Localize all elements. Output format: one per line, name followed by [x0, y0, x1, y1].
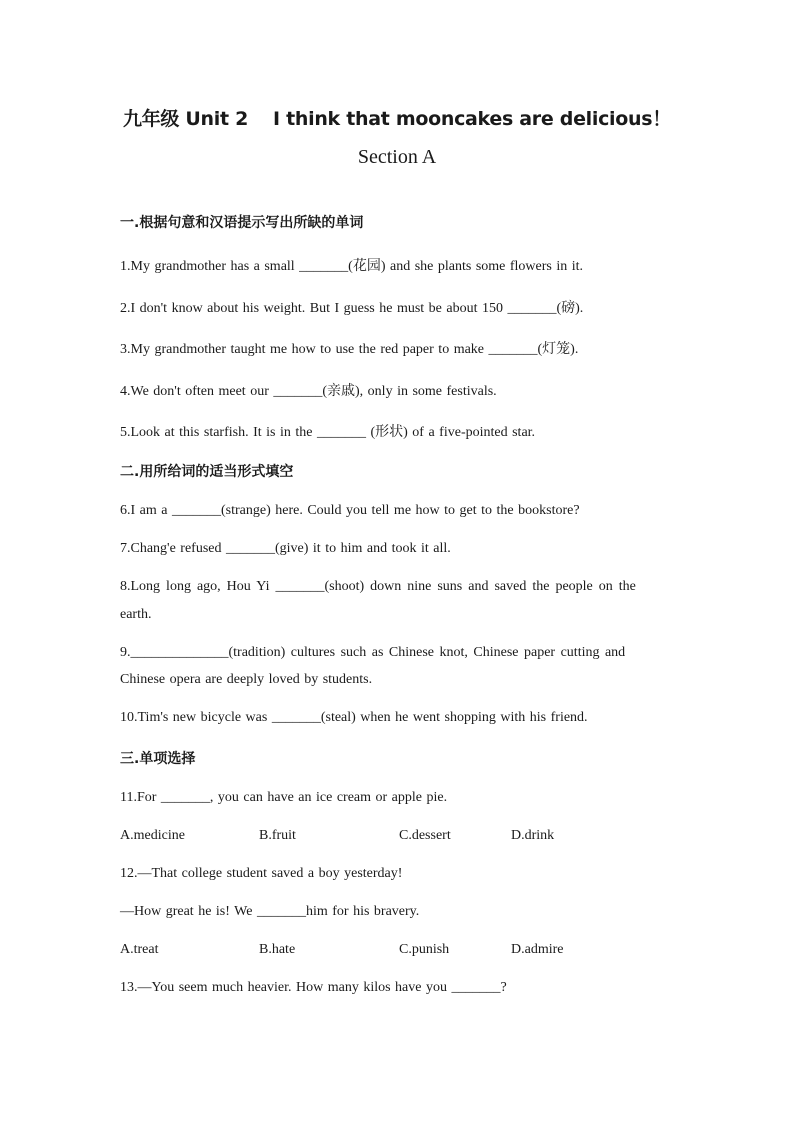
question-12-line-1: 12.—That college student saved a boy yesterday!: [120, 866, 403, 881]
section-3-heading: 三.单项选择: [120, 751, 196, 767]
question-3: 3.My grandmother taught me how to use the red paper to make _______(灯笼).: [120, 342, 579, 357]
section-subtitle: Section A: [357, 146, 437, 168]
section-1-heading: 一.根据句意和汉语提示写出所缺的单词: [120, 215, 364, 231]
q12-option-a: A.treat: [120, 942, 159, 957]
q11-option-b: B.fruit: [259, 828, 296, 843]
question-4: 4.We don't often meet our _______(亲戚), only in some festivals.: [120, 384, 497, 399]
question-13: 13.—You seem much heavier. How many kilos have you _______?: [120, 980, 507, 995]
q12-option-d: D.admire: [511, 942, 564, 957]
document-title: 九年级 Unit 2 I think that mooncakes are delicious！: [123, 108, 671, 130]
question-1: 1.My grandmother has a small _______(花园) and she plants some flowers in it.: [120, 259, 584, 274]
question-9-line-1: 9.______________(tradition) cultures such as Chinese knot, Chinese paper cutting and: [120, 645, 626, 660]
q11-option-a: A.medicine: [120, 828, 185, 843]
question-10: 10.Tim's new bicycle was _______(steal) when he went shopping with his friend.: [120, 710, 588, 725]
question-9-line-2: Chinese opera are deeply loved by students.: [120, 672, 373, 687]
q11-option-d: D.drink: [511, 828, 555, 843]
question-6: 6.I am a _______(strange) here. Could you tell me how to get to the bookstore?: [120, 503, 580, 518]
section-2-heading: 二.用所给词的适当形式填空: [120, 464, 294, 480]
q11-option-c: C.dessert: [399, 828, 451, 843]
question-5: 5.Look at this starfish. It is in the _______ (形状) of a five-pointed star.: [120, 425, 536, 440]
question-11: 11.For _______, you can have an ice cream or apple pie.: [120, 790, 448, 805]
q12-option-b: B.hate: [259, 942, 296, 957]
question-12-line-2: —How great he is! We _______him for his bravery.: [120, 904, 420, 919]
question-8-line-2: earth.: [120, 607, 152, 622]
question-7: 7.Chang'e refused _______(give) it to him and took it all.: [120, 541, 451, 556]
q12-option-c: C.punish: [399, 942, 450, 957]
question-2: 2.I don't know about his weight. But I guess he must be about 150 _______(磅).: [120, 301, 584, 316]
question-8-line-1: 8.Long long ago, Hou Yi _______(shoot) down nine suns and saved the people on the: [120, 579, 636, 594]
